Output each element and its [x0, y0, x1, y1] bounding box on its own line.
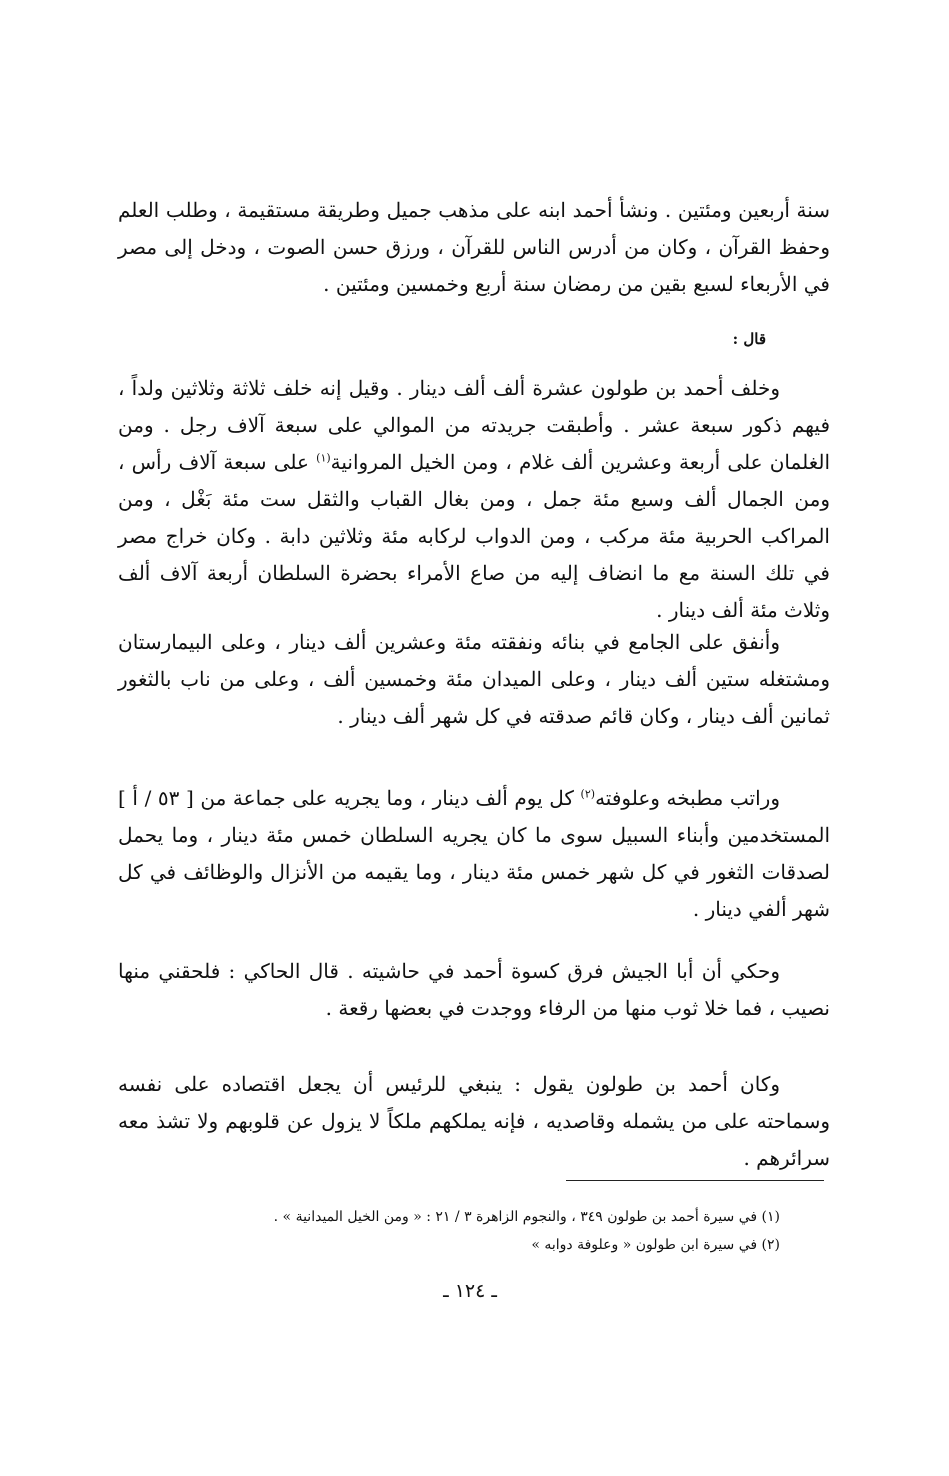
- paragraph-3: وأنفق على الجامع في بنائه ونفقته مئة وعشرين ألف دينار ، وعلى البيمارستان ومشتغله ستين ألف دينار ، وعلى الميدان مئة وخمسين ألف ، وعلى من ناب بالثغور ثمانين ألف دينار ، وكان قائم صدقته في كل شهر ألف دينار .: [118, 630, 830, 728]
- page-number: ـ ١٢٤ ـ: [443, 1280, 497, 1302]
- paragraph-2-part-a: وخلف أحمد بن طولون عشرة ألف ألف دينار . وقيل إنه خلف ثلاثة وثلاثين ولداً ، فيهم ذكور سبعة عشر . وأطبقت جريدته من الموالي على سبعة آلاف رجل . ومن الغلمان على أربعة وعشرين ألف غلام ، ومن الخيل المروانية: [118, 376, 830, 474]
- footnote-2: (٢) في سيرة ابن طولون « وعلوفة دوابه »: [531, 1237, 780, 1253]
- paragraph-2: [118, 370, 830, 629]
- heading-qala: قال :: [732, 330, 766, 348]
- paragraph-4: [118, 780, 830, 928]
- footnote-marker-1[interactable]: (١): [316, 451, 331, 465]
- footnote-marker-2[interactable]: (٢): [580, 787, 596, 801]
- paragraph-4-part-a: وراتب مطبخه وعلوفته: [595, 786, 780, 810]
- paragraph-1: سنة أربعين ومئتين . ونشأ أحمد ابنه على مذهب جميل وطريقة مستقيمة ، وطلب العلم وحفظ القرآن ، وكان من أدرس الناس للقرآن ، ورزق حسن الصوت ، ودخل إلى مصر في الأربعاء لسبع بقين من رمضان سنة أربع وخمسين ومئتين .: [118, 198, 830, 296]
- footnote-divider: [566, 1180, 824, 1181]
- paragraph-5: وحكي أن أبا الجيش فرق كسوة أحمد في حاشيته . قال الحاكي : فلحقني منها نصيب ، فما خلا ثوب منها من الرفاء ووجدت في بعضها رقعة .: [118, 959, 830, 1020]
- footnotes: [200, 1203, 780, 1259]
- footnote-1: (١) في سيرة أحمد بن طولون ٣٤٩ ، والنجوم الزاهرة ٣ / ٢١ : « ومن الخيل الميدانية » .: [273, 1209, 780, 1225]
- paragraph-2-part-b: على سبعة آلاف رأس ، ومن الجمال ألف وسبع مئة جمل ، ومن بغال القباب والثقل ست مئة بَغْل ، ومن المراكب الحربية مئة مركب ، ومن الدواب لركابه مئة وثلاثين دابة . وكان خراج مصر في تلك السنة مع ما انضاف إليه من صاع الأمراء بحضرة السلطان أربعة آلاف ألف وثلاث مئة ألف دينار .: [118, 450, 830, 622]
- paragraph-4-part-b: كل يوم ألف دينار ، وما يجريه على جماعة من [ ٥٣ / أ ] المستخدمين وأبناء السبيل سوى ما كان يجريه السلطان خمس مئة دينار ، وما يحمل لصدقات الثغور في كل شهر خمس مئة دينار ، وما يقيمه من الأنزال والوظائف في كل شهر ألفي دينار .: [118, 786, 830, 921]
- paragraph-6: وكان أحمد بن طولون يقول : ينبغي للرئيس أن يجعل اقتصاده على نفسه وسماحته على من يشمله وقاصديه ، فإنه يملكهم ملكاً لا يزول عن قلوبهم ولا تشذ معه سرائرهم .: [118, 1072, 830, 1170]
